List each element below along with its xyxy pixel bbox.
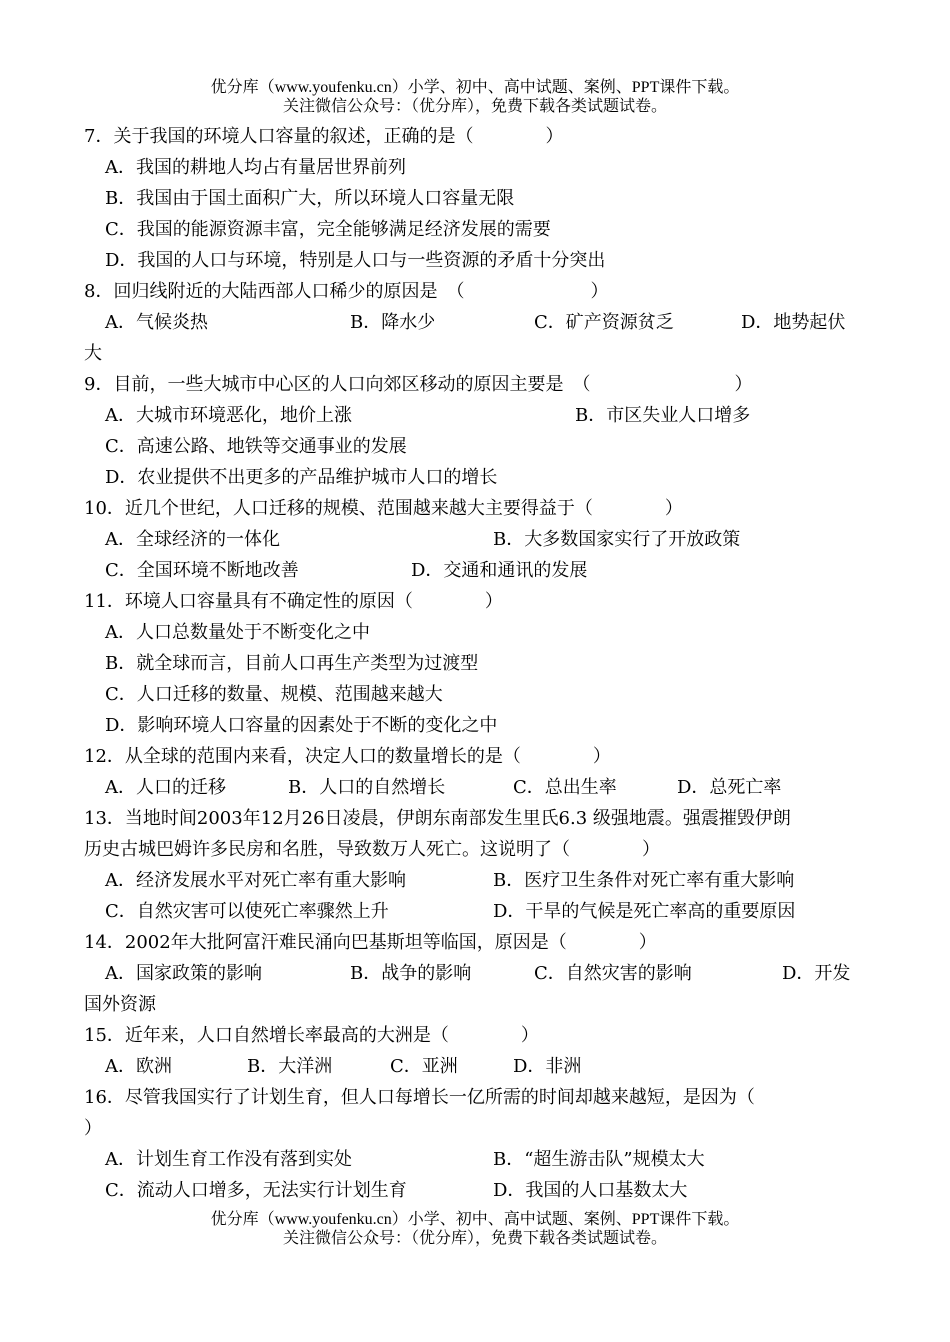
- question-8: [84, 276, 868, 369]
- options-row: [84, 1144, 868, 1175]
- footer-line-1: 优分库（www.youfenku.cn）小学、初中、高中试题、案例、PPT课件下载。: [210, 1211, 740, 1228]
- option-d: D．干旱的气候是死亡率高的重要原因: [493, 901, 796, 922]
- option-c: C．自然灾害可以使死亡率骤然上升: [105, 901, 389, 922]
- option-a: A．我国的耕地人均占有量居世界前列: [105, 157, 406, 178]
- option-c: C．自然灾害的影响: [534, 963, 692, 984]
- option-a: A．全球经济的一体化: [105, 529, 280, 550]
- question-stem: 13．当地时间2003年12月26日凌晨，伊朗东南部发生里氏6.3 级强地震。强震摧毁伊朗: [84, 808, 791, 829]
- question-16: [84, 1082, 868, 1206]
- option-a: A．大城市环境恶化，地价上涨: [105, 405, 352, 426]
- question-stem-continuation: 历史古城巴姆许多民房和名胜，导致数万人死亡。这说明了（ ）: [84, 839, 660, 860]
- question-stem: 9．目前，一些大城市中心区的人口向郊区移动的原因主要是 （ ）: [84, 374, 753, 395]
- option-b: B．人口的自然增长: [288, 777, 446, 798]
- option-b: B．战争的影响: [350, 963, 472, 984]
- footer-line-2: 关注微信公众号：（优分库），免费下载各类试题试卷。: [282, 1230, 667, 1247]
- options-row: [84, 958, 868, 989]
- question-stem: 14．2002年大批阿富汗难民涌向巴基斯坦等临国，原因是（ ）: [84, 932, 657, 953]
- option-d: D．我国的人口与环境，特别是人口与一些资源的矛盾十分突出: [105, 250, 606, 271]
- question-7: [84, 121, 868, 276]
- options-row: [84, 555, 868, 586]
- option-a: A．经济发展水平对死亡率有重大影响: [105, 870, 406, 891]
- question-stem: 10．近几个世纪，人口迁移的规模、范围越来越大主要得益于（ ）: [84, 498, 683, 519]
- option-d: D．总死亡率: [677, 777, 782, 798]
- question-stem: 12．从全球的范围内来看，决定人口的数量增长的是（ ）: [84, 746, 611, 767]
- options-row: [84, 1051, 868, 1082]
- option-d-continuation: 大: [84, 343, 102, 364]
- question-stem: 8．回归线附近的大陆西部人口稀少的原因是 （ ）: [84, 281, 609, 302]
- option-c: C．我国的能源资源丰富，完全能够满足经济发展的需要: [105, 219, 551, 240]
- question-stem-continuation: ）: [84, 1118, 102, 1139]
- options-row: [84, 307, 868, 338]
- question-14: [84, 927, 868, 1020]
- option-a: A．人口总数量处于不断变化之中: [105, 622, 370, 643]
- question-15: [84, 1020, 868, 1082]
- option-b: B．医疗卫生条件对死亡率有重大影响: [493, 870, 795, 891]
- question-9: [84, 369, 868, 493]
- option-d: D．开发: [782, 963, 851, 984]
- option-d: D．交通和通讯的发展: [411, 560, 588, 581]
- option-a: A．气候炎热: [105, 312, 208, 333]
- options-row: [84, 1175, 868, 1206]
- options-row: [84, 772, 868, 803]
- question-stem: 15．近年来，人口自然增长率最高的大洲是（ ）: [84, 1025, 539, 1046]
- option-a: A．国家政策的影响: [105, 963, 262, 984]
- option-b: B．我国由于国土面积广大，所以环境人口容量无限: [105, 188, 515, 209]
- options-row: [84, 865, 868, 896]
- question-stem: 11．环境人口容量具有不确定性的原因（ ）: [84, 591, 503, 612]
- question-stem: 16．尽管我国实行了计划生育，但人口每增长一亿所需的时间却越来越短，是因为（: [84, 1087, 755, 1108]
- option-b: B．“超生游击队”规模太大: [493, 1149, 705, 1170]
- option-c: C．亚洲: [390, 1056, 458, 1077]
- option-d: D．地势起伏: [741, 312, 846, 333]
- option-c: C．总出生率: [513, 777, 617, 798]
- option-d: D．非洲: [513, 1056, 582, 1077]
- option-b: B．大洋洲: [247, 1056, 333, 1077]
- option-b: B．大多数国家实行了开放政策: [493, 529, 741, 550]
- option-c: C．矿产资源贫乏: [534, 312, 674, 333]
- option-a: A．欧洲: [105, 1056, 172, 1077]
- option-b: B．就全球而言，目前人口再生产类型为过渡型: [105, 653, 479, 674]
- option-c: C．高速公路、地铁等交通事业的发展: [105, 436, 407, 457]
- question-13: [84, 803, 868, 927]
- question-12: [84, 741, 868, 803]
- option-b: B．降水少: [350, 312, 436, 333]
- option-c: C．人口迁移的数量、规模、范围越来越大: [105, 684, 443, 705]
- options-row: [84, 524, 868, 555]
- option-c: C．全国环境不断地改善: [105, 560, 299, 581]
- options-row: [84, 896, 868, 927]
- option-c: C．流动人口增多，无法实行计划生育: [105, 1180, 407, 1201]
- header-line-2: 关注微信公众号：（优分库），免费下载各类试题试卷。: [282, 98, 667, 115]
- option-a: A．人口的迁移: [105, 777, 226, 798]
- question-11: [84, 586, 868, 741]
- option-d: D．影响环境人口容量的因素处于不断的变化之中: [105, 715, 498, 736]
- option-d: D．我国的人口基数太大: [493, 1180, 688, 1201]
- option-d-continuation: 国外资源: [84, 994, 156, 1015]
- option-b: B．市区失业人口增多: [575, 405, 751, 426]
- question-list: [84, 121, 868, 1206]
- options-row: [84, 400, 868, 431]
- question-10: [84, 493, 868, 586]
- option-d: D．农业提供不出更多的产品维护城市人口的增长: [105, 467, 498, 488]
- header-line-1: 优分库（www.youfenku.cn）小学、初中、高中试题、案例、PPT课件下载。: [210, 79, 740, 96]
- question-stem: 7．关于我国的环境人口容量的叙述，正确的是（ ）: [84, 126, 564, 147]
- option-a: A．计划生育工作没有落到实处: [105, 1149, 352, 1170]
